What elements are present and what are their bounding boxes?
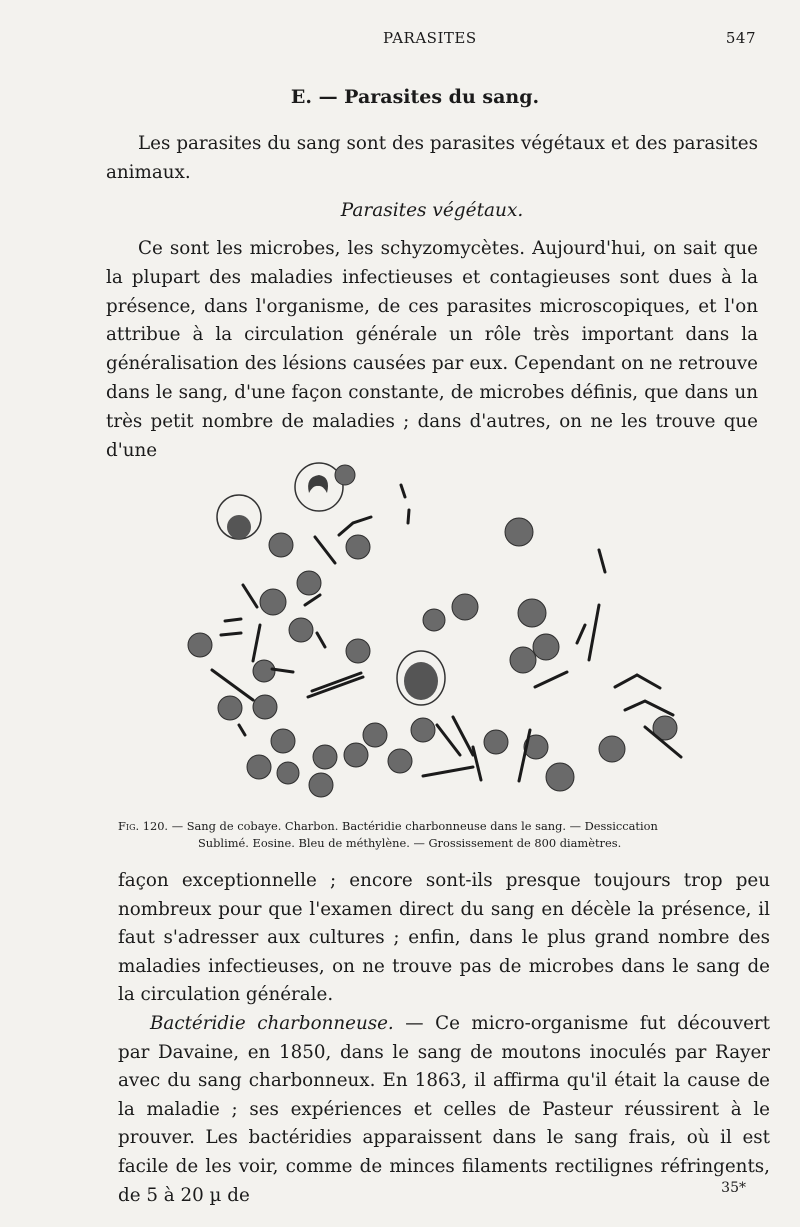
- figure-caption: [118, 818, 768, 852]
- paragraph-1: Ce sont les microbes, les schyzomycètes. Aujourd'hui, on sait que la plupart des maladies infectieuses et contagieuses sont dues à la présence, dans l'organisme, de ces parasites microscopiques, et l'on attribue à la circulation générale un rôle très important dans la généralisation des lésions causées par eux. Cependant on ne retrouve dans le sang, d'une façon constante, de microbes définis, que dans un très petit nombre de maladies ; dans d'autres, on ne les trouve que d'une: [106, 238, 758, 461]
- red-blood-cell: [411, 718, 435, 742]
- red-blood-cell: [277, 762, 299, 784]
- running-head: [0, 25, 800, 49]
- page-number: 547: [725, 29, 756, 47]
- red-blood-cell: [546, 763, 574, 791]
- red-blood-cell: [247, 755, 271, 779]
- red-blood-cell: [599, 736, 625, 762]
- intro-paragraph: Les parasites du sang sont des parasites végétaux et des parasites animaux.: [106, 133, 758, 183]
- figure-caption-line2: Sublimé. Eosine. Bleu de méthylène. — Grossissement de 800 diamètres.: [198, 836, 622, 850]
- red-blood-cell: [388, 749, 412, 773]
- red-blood-cell: [423, 609, 445, 631]
- figure-caption-label: Fig. 120.: [118, 819, 169, 833]
- leucocyte: [217, 495, 261, 539]
- red-blood-cell: [289, 618, 313, 642]
- red-blood-cell: [335, 465, 355, 485]
- red-blood-cell: [346, 535, 370, 559]
- red-blood-cell: [253, 695, 277, 719]
- paragraph-2: façon exceptionnelle ; encore sont-ils presque toujours trop peu nombreux pour que l'examen direct du sang en décèle la présence, il faut s'adresser aux cultures ; enfin, dans le plus grand nombre des maladies infectieuses, on ne trouve pas de microbes dans le sang de la circulation générale.: [118, 870, 770, 1006]
- red-blood-cell: [309, 773, 333, 797]
- red-blood-cell: [188, 633, 212, 657]
- red-blood-cell: [510, 647, 536, 673]
- red-blood-cell: [344, 743, 368, 767]
- figure-blood-smear: [175, 455, 695, 805]
- blood-smear-illustration: [175, 455, 695, 805]
- red-blood-cell: [253, 660, 275, 682]
- red-blood-cell: [518, 599, 546, 627]
- red-blood-cell: [260, 589, 286, 615]
- red-blood-cell: [505, 518, 533, 546]
- subheading: Parasites végétaux.: [340, 200, 524, 221]
- red-blood-cell: [484, 730, 508, 754]
- red-blood-cell: [297, 571, 321, 595]
- leucocyte: [397, 651, 445, 705]
- red-blood-cell: [452, 594, 478, 620]
- signature-mark: 35*: [721, 1180, 746, 1196]
- paragraph-3-term: Bactéridie charbonneuse.: [150, 1013, 394, 1034]
- section-title: E. — Parasites du sang.: [290, 86, 540, 108]
- red-blood-cell: [271, 729, 295, 753]
- paragraph-3: [118, 1010, 770, 1210]
- red-blood-cell: [313, 745, 337, 769]
- red-blood-cell: [533, 634, 559, 660]
- red-blood-cell: [218, 696, 242, 720]
- red-blood-cell: [269, 533, 293, 557]
- red-blood-cell: [363, 723, 387, 747]
- figure-caption-line1: — Sang de cobaye. Charbon. Bactéridie charbonneuse dans le sang. — Dessiccation: [171, 819, 658, 833]
- red-blood-cell: [346, 639, 370, 663]
- paragraph-3-body: — Ce micro-organisme fut découvert par Davaine, en 1850, dans le sang de moutons inoculés par Rayer avec du sang charbonneux. En 1863, il affirma qu'il était la cause de la maladie ; ses expériences et celles de Pasteur réussirent à le prouver. Les bactéridies apparaissent dans le sang frais, où il est facile de les voir, comme de minces filaments rectilignes réfringents, de 5 à 20 µ de: [118, 1013, 771, 1206]
- running-head-title: PARASITES: [383, 29, 477, 47]
